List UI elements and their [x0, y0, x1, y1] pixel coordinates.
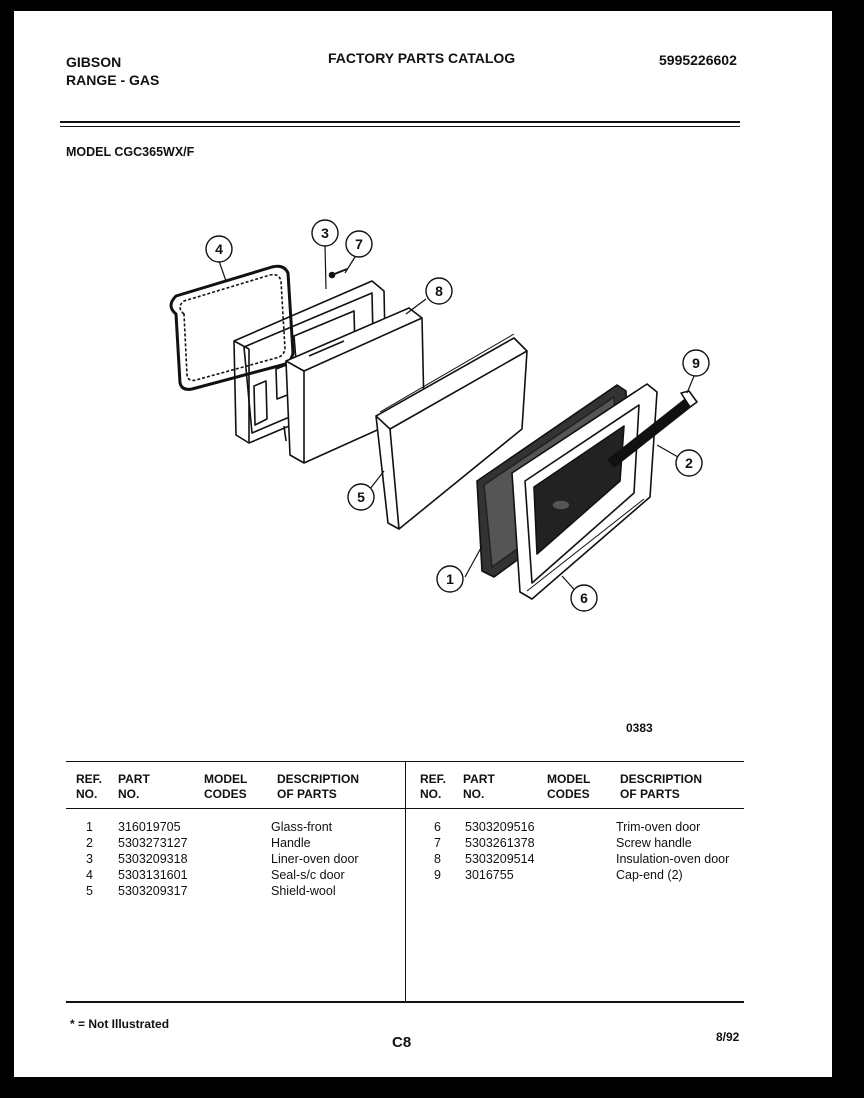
table-cell: 4: [86, 868, 93, 882]
exploded-parts-diagram: [14, 11, 832, 731]
brand-name: GIBSON: [66, 54, 122, 70]
header-model-right: MODEL CODES: [547, 772, 591, 801]
callout-7: 7: [355, 236, 363, 252]
table-cell: 5: [86, 884, 93, 898]
model-label: MODEL CGC365WX/F: [66, 145, 195, 159]
catalog-title: FACTORY PARTS CATALOG: [328, 50, 516, 66]
product-type: RANGE - GAS: [66, 72, 160, 88]
table-cell: Cap-end (2): [616, 868, 683, 882]
table-cell: Shield-wool: [271, 884, 336, 898]
left-part-column: [118, 819, 188, 899]
callout-4: 4: [215, 241, 223, 257]
header-ref-left: REF. NO.: [76, 772, 103, 801]
not-illustrated-note: * = Not Illustrated: [70, 1017, 170, 1031]
callout-6: 6: [580, 590, 588, 606]
table-cell: Glass-front: [271, 820, 333, 834]
table-cell: 2: [86, 836, 93, 850]
table-cell: 8: [434, 852, 441, 866]
callout-1: 1: [446, 571, 454, 587]
revision-date: 8/92: [716, 1030, 740, 1044]
right-part-column: [465, 819, 535, 883]
table-cell: 5303209514: [465, 852, 535, 866]
table-cell: 5303209516: [465, 820, 535, 834]
table-divider: [405, 761, 406, 1001]
table-cell: Liner-oven door: [271, 852, 359, 866]
table-bottom-rule: [66, 1001, 744, 1003]
left-ref-column: [86, 819, 93, 899]
header-part-right: PART NO.: [463, 772, 495, 801]
table-cell: 3: [86, 852, 93, 866]
diagram-code: 0383: [626, 721, 653, 735]
header-desc-left: DESCRIPTION OF PARTS: [277, 772, 360, 801]
table-cell: 7: [434, 836, 441, 850]
table-cell: 5303131601: [118, 868, 188, 882]
callout-2: 2: [685, 455, 693, 471]
screw-handle-part: [330, 269, 348, 278]
header-part-left: PART NO.: [118, 772, 150, 801]
table-cell: Screw handle: [616, 836, 692, 850]
header-desc-right: DESCRIPTION OF PARTS: [620, 772, 703, 801]
table-cell: 5303209318: [118, 852, 188, 866]
callout-3: 3: [321, 225, 329, 241]
table-cell: 1: [86, 820, 93, 834]
table-cell: 6: [434, 820, 441, 834]
table-cell: Trim-oven door: [616, 820, 701, 834]
right-desc-column: [616, 819, 729, 883]
header-ref-right: REF. NO.: [420, 772, 447, 801]
table-cell: 5303261378: [465, 836, 535, 850]
table-cell: 3016755: [465, 868, 514, 882]
header-model-left: MODEL CODES: [204, 772, 248, 801]
table-cell: 5303273127: [118, 836, 188, 850]
callout-8: 8: [435, 283, 443, 299]
callout-5: 5: [357, 489, 365, 505]
table-cell: Seal-s/c door: [271, 868, 345, 882]
callout-9: 9: [692, 355, 700, 371]
table-cell: 9: [434, 868, 441, 882]
page-code: C8: [392, 1034, 412, 1051]
table-cell: Handle: [271, 836, 311, 850]
table-cell: 5303209317: [118, 884, 188, 898]
table-cell: Insulation-oven door: [616, 852, 730, 866]
table-cell: 316019705: [118, 820, 181, 834]
catalog-page: [14, 11, 832, 1077]
door-seal-part: [171, 266, 293, 389]
catalog-number: 5995226602: [659, 52, 737, 68]
left-desc-column: [271, 819, 359, 899]
right-ref-column: [434, 819, 441, 883]
